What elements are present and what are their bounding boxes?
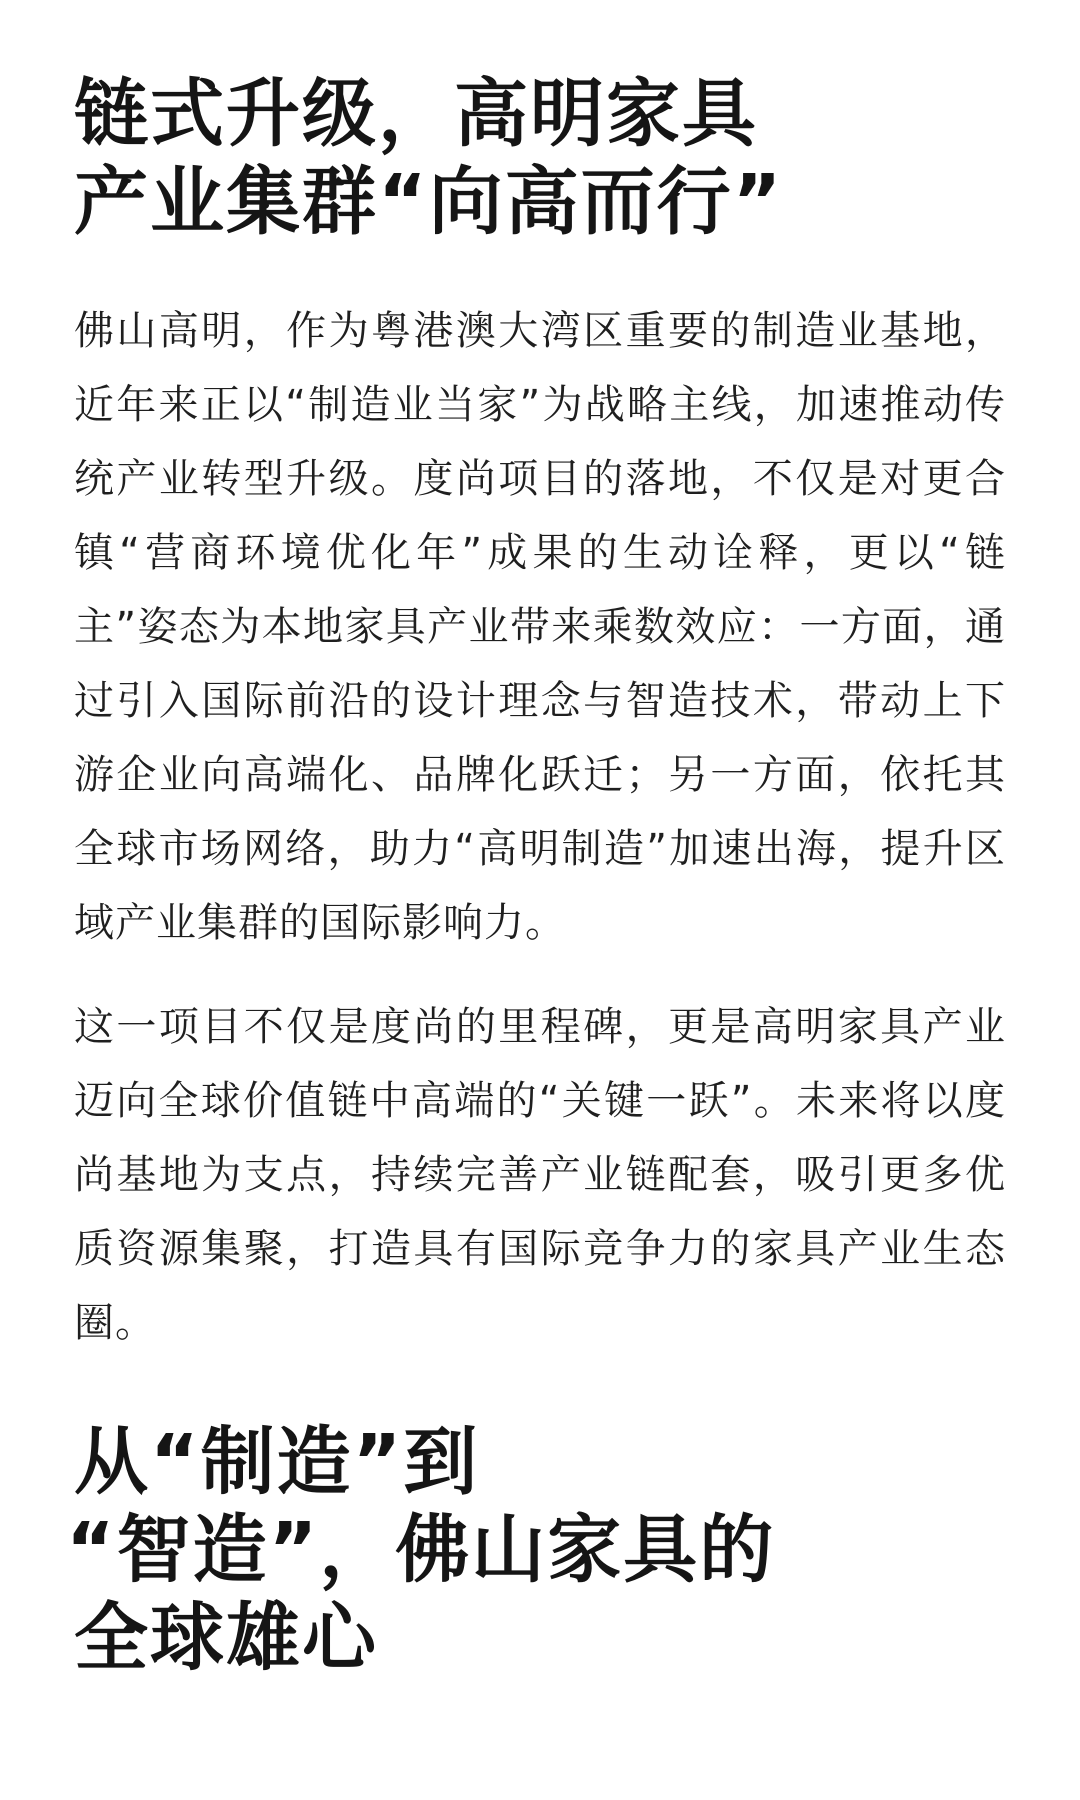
heading-line: “智造”，佛山家具的 (66, 1507, 776, 1593)
heading-line: 链式升级，高明家具 (74, 71, 758, 157)
body-paragraph: 佛山高明，作为粤港澳大湾区重要的制造业基地，近年来正以“制造业当家”为战略主线，加速推动传统产业转型升级。度尚项目的落地，不仅是对更合镇“营商环境优化年”成果的生动诠释，更以“链主”姿态为本地家具产业带来乘数效应：一方面，通过引入国际前沿的设计理念与智造技术，带动上下游企业向高端化、品牌化跃迁；另一方面，依托其全球市场网络，助力“高明制造”加速出海，提升区域产业集群的国际影响力。 (74, 308, 1006, 946)
section-heading-chain-upgrade (74, 70, 1006, 246)
body-paragraph: 这一项目不仅是度尚的里程碑，更是高明家具产业迈向全球价值链中高端的“关键一跃”。未来将以度尚基地为支点，持续完善产业链配套，吸引更多优质资源集聚，打造具有国际竞争力的家具产业生态圈。 (74, 1004, 1006, 1346)
section-heading-global-ambition (66, 1418, 1006, 1682)
heading-line: 全球雄心 (74, 1595, 378, 1681)
heading-line: 从“制造”到 (74, 1419, 480, 1505)
heading-line: 产业集群“向高而行” (74, 159, 784, 245)
